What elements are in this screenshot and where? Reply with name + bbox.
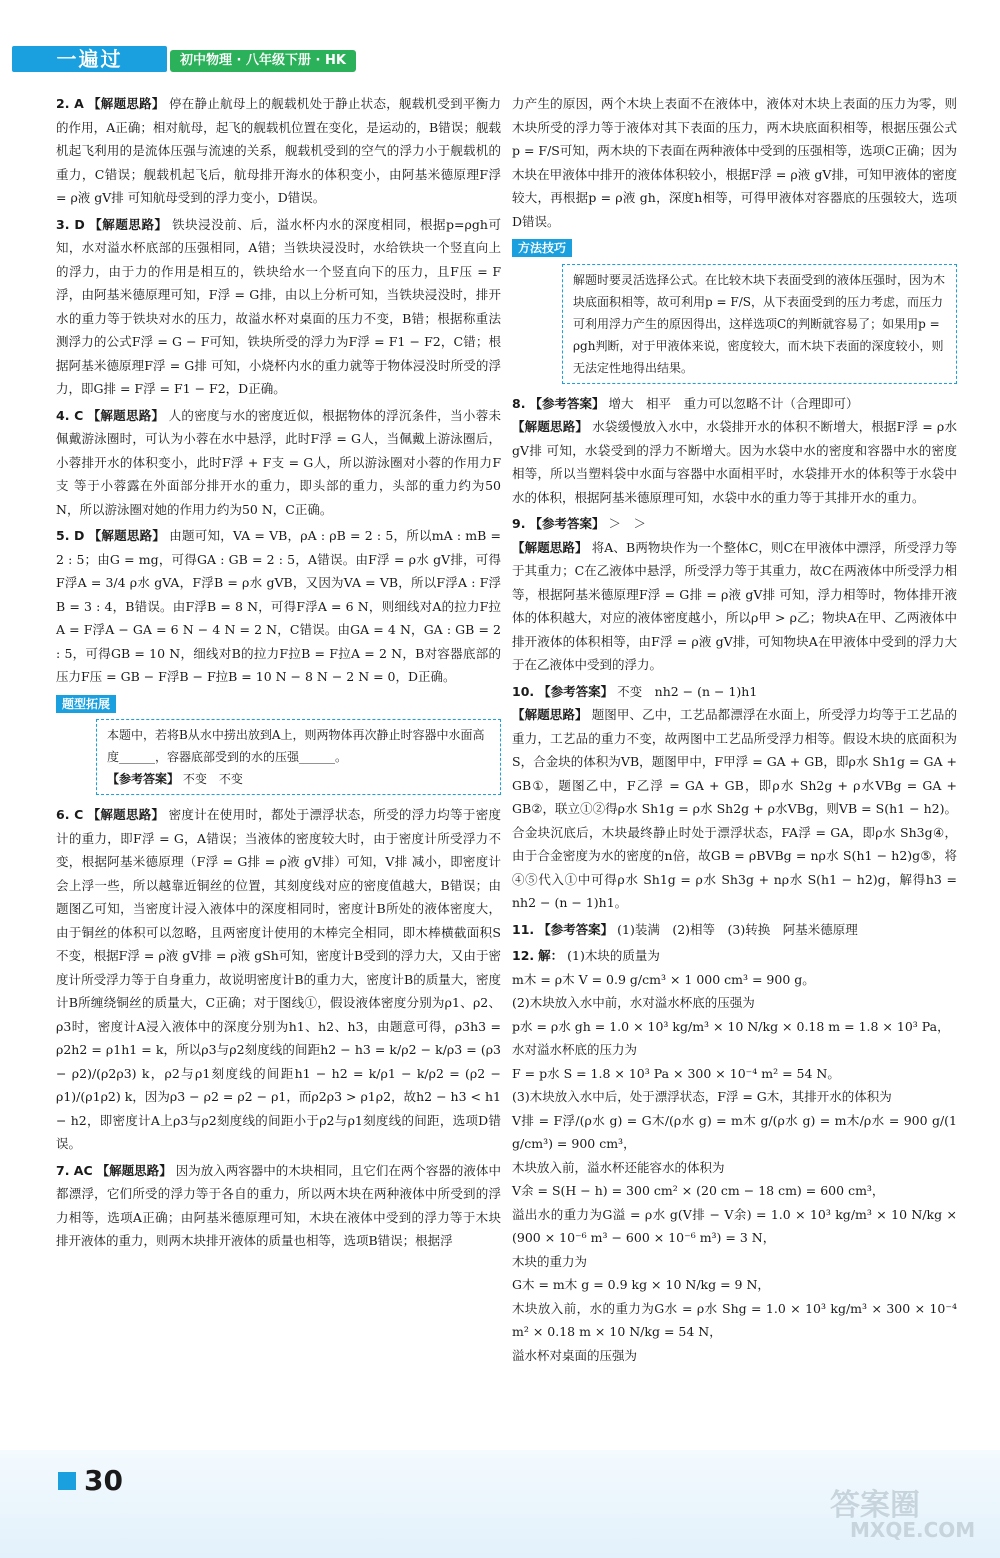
answer-item-10 xyxy=(512,680,957,915)
page-header xyxy=(0,0,1000,90)
item-text: 将A、B两物块作为一个整体C，则C在甲液体中漂浮，所受浮力等于其重力；C在乙液体中悬浮，所受浮力等于其重力，故C在两液体中所受浮力相等，根据阿基米德原理F浮 = G排 = ρ液 gV排 可知，浮力相等时，物体排开液体的体积越大，对应的液体密度越小，所以ρ甲 > ρ乙；物块A在甲、乙两液体中排开液体的体积相等，由F浮 = ρ液 gV排，可知物块A在甲液体中受到的浮力大于在乙液体中受到的浮力。 xyxy=(512,539,957,672)
item-text: 因为放入两容器中的木块相同，且它们在两个容器的液体中都漂浮，它们所受的浮力等于各自的重力，所以两木块在两种液体中所受到的浮力相等，选项A正确；由阿基米德原理可知，木块在液体中受到的浮力等于木块排开液体的重力，则两木块排开液体的质量也相等，选项B错误；根据浮 xyxy=(56,1162,501,1248)
series-tag: 初中物理 · 八年级下册 · HK xyxy=(170,50,356,72)
item-label: 【解题思路】 xyxy=(87,407,165,423)
item-label: 【解题思路】 xyxy=(89,216,168,232)
extension-answer: 不变 不变 xyxy=(182,772,243,786)
answer-item-5 xyxy=(56,524,501,689)
item-text: 题图甲、乙中，工艺品都漂浮在水面上，所受浮力均等于工艺品的重力，工艺品的重力不变，故两图中工艺品所受浮力相等。假设木块的底面积为S，合金块的体积为VB，题图甲中，F甲浮 = GA + GB，即ρ水 Sh1g = GA + GB①，题图乙中，F乙浮 = GA + GB，即ρ水 Sh2g + ρ水VBg = GA + GB②，联立①②得ρ水 Sh1g = ρ水 Sh2g + ρ水VBg，则VB = S(h1 − h2)。合金块沉底后，木块最终静止时处于漂浮状态，FA浮 = GA，即ρ水 Sh3g④，由于合金密度为水的密度的n倍，故GB = ρBVBg = nρ水 S(h1 − h2)g⑤，将④⑤代入①中可得ρ水 Sh1g = ρ水 Sh3g + nρ水 S(h1 − h2)g，解得h3 = nh2 − (n − 1)h1。 xyxy=(512,707,957,910)
item-label: 【解题思路】 xyxy=(96,1162,172,1178)
item-label: 解： xyxy=(538,948,564,963)
item-label-2: 【解题思路】 xyxy=(512,539,588,555)
watermark-top: 答案圈 xyxy=(830,1488,920,1523)
item-number: 5. D xyxy=(56,528,85,543)
item-label: 【解题思路】 xyxy=(87,807,165,822)
answer-item-9 xyxy=(512,512,957,677)
item-text: 水袋缓慢放入水中，水袋排开水的体积不断增大，根据F浮 = ρ水 gV排 可知，水袋受到的浮力不断增大。因为水袋中水的密度和容器中水的密度相等，所以当塑料袋中水面与容器中水面相平时，水袋排开水的体积等于水袋中水的体积，根据阿基米德原理可知，水袋中水的重力等于其排开水的重力。 xyxy=(512,419,957,505)
page-marker-icon xyxy=(58,1472,76,1490)
item-label-2: 【解题思路】 xyxy=(512,419,589,434)
item-text: 人的密度与水的密度近似，根据物体的浮沉条件，当小蓉未佩戴游泳圈时，可认为小蓉在水中悬浮，此时F浮 = G人，当佩戴上游泳圈后，小蓉排开水的体积变小，此时F浮 + F支 = G人，所以游泳圈对小蓉的作用力F支 等于小蓉露在外面部分排开水的重力，即头部的重力，头部的重力约为50 N，所以游泳圈对她的作用力约为50 N，C正确。 xyxy=(56,407,501,517)
method-tip-text: 解题时要灵活选择公式。在比较木块下表面受到的液体压强时，因为木块底面积相等，故可利用p = F/S，从下表面受到的压力考虑，而压力可利用浮力产生的原因得出，这样选项C的判断就容易了；如果用p = ρgh判断，对于甲液体来说，密度较大，而木块下表面的深度较小，则无法定性地得出结果。 xyxy=(573,272,946,375)
brand-logo-text: 一遍过 xyxy=(56,47,123,71)
item-label: 【参考答案】 xyxy=(529,516,605,531)
left-column xyxy=(56,92,501,1256)
item-text: 力产生的原因，两个木块上表面不在液体中，液体对木块上表面的压力为零，则木块所受的浮力等于液体对其下表面的压力，两木块底面积相等，根据压强公式p = F/S可知，两木块的下表面在两种液体中受到的压强相等，选项C正确；因为木块在甲液体中排开的液体体积较小，根据F浮 = ρ液 gV排，可知甲液体的密度较大，再根据p = ρ液 gh，深度h相等，可得甲液体对容器底的压强较大，选项D错误。 xyxy=(512,96,957,229)
method-tip-section xyxy=(512,236,957,384)
item-label-2: 【解题思路】 xyxy=(512,707,588,722)
answer-item-8 xyxy=(512,392,957,510)
method-tip-box xyxy=(562,264,957,384)
item-number: 6. C xyxy=(56,807,84,822)
answer-item-7 xyxy=(56,1159,501,1253)
item-answer: (1)装满 (2)相等 (3)转换 阿基米德原理 xyxy=(617,921,858,937)
item-number: 3. D xyxy=(56,216,85,232)
page-number: 30 xyxy=(84,1464,123,1497)
item-number: 4. C xyxy=(56,407,84,423)
item-text: 停在静止航母上的舰载机处于静止状态，舰载机受到平衡力的作用，A正确；相对航母，起飞的舰载机位置在变化，是运动的，B错误；舰载机起飞利用的是流体压强与流速的关系，舰载机受到的空气的浮力小于舰载机的重力，C错误；舰载机起飞后，航母排开海水的体积变小，由阿基米德原理F浮 = ρ液 gV排 可知航母受到的浮力变小，D错误。 xyxy=(56,96,501,205)
extension-tag: 题型拓展 xyxy=(56,695,116,713)
answer-item-6 xyxy=(56,803,501,1156)
item-label: 【参考答案】 xyxy=(538,921,614,937)
extension-text: 本题中，若将B从水中捞出放到A上，则两物体再次静止时容器中水面高度______，容器底部受到的水的压强______。 xyxy=(107,728,485,764)
watermark-logo xyxy=(830,1480,990,1550)
extension-answer-label: 【参考答案】 xyxy=(107,772,180,786)
item-answer: 增大 相平 重力可以忽略不计（合理即可） xyxy=(608,395,859,411)
item-number: 10. xyxy=(512,683,535,699)
answer-item-12 xyxy=(512,944,957,1367)
item-answer: 不变 nh2 − (n − 1)h1 xyxy=(617,683,758,699)
item-number: 11. xyxy=(512,921,535,937)
page-footer xyxy=(0,1450,1000,1558)
item-text: 密度计在使用时，都处于漂浮状态，所受的浮力均等于密度计的重力，即F浮 = G，A错误；当液体的密度较大时，由于密度计所受浮力不变，根据阿基米德原理（F浮 = G排 = ρ液 gV排）可知，V排 减小，即密度计会上浮一些，所以越靠近铜丝的位置，其刻度线对应的密度值越大，B错误；由题图乙可知，当密度计浸入液体中的深度相同时，密度计B所处的液体密度大，由于铜丝的体积可以忽略，且两密度计使用的木棒完全相同，即木棒横截面积S不变，根据F浮 = ρ液 gV排 = ρ液 gSh可知，密度计B受到的浮力大，又由于密度计所受浮力等于自身重力，故说明密度计B的重力大，密度计B的质量大，密度计B所缠绕铜丝的质量大，C正确；对于图线①，假设液体密度分别为ρ1、ρ2、ρ3时，密度计A浸入液体中的深度分别为h1、h2、h3，由题意可得，ρ3h3 = ρ2h2 = ρ1h1 = k，所以ρ3与ρ2刻度线的间距h2 − h3 = k/ρ2 − k/ρ3 = (ρ3 − ρ2)/(ρ2ρ3) k，ρ2与ρ1刻度线的间距h1 − h2 = k/ρ1 − k/ρ2 = (ρ2 − ρ1)/(ρ1ρ2) k，因为ρ3 − ρ2 = ρ2 − ρ1，而ρ2ρ3 > ρ1ρ2，故h2 − h3 < h1 − h2，即密度计A上ρ3与ρ2刻度线的间距小于ρ2与ρ1刻度线的间距，选项D错误。 xyxy=(56,807,501,1151)
item-number: 12. xyxy=(512,948,535,963)
extension-section xyxy=(56,692,501,796)
item-number: 8. xyxy=(512,395,526,411)
method-tip-tag: 方法技巧 xyxy=(512,239,572,257)
item-number: 7. AC xyxy=(56,1162,93,1178)
answer-item-2 xyxy=(56,92,501,210)
right-column xyxy=(512,92,957,1370)
answer-item-11 xyxy=(512,918,957,942)
item-label: 【解题思路】 xyxy=(88,528,166,543)
brand-logo xyxy=(12,46,167,72)
item-label: 【参考答案】 xyxy=(538,683,614,699)
item-number: 9. xyxy=(512,516,526,531)
answer-item-4 xyxy=(56,404,501,522)
item-answer: ＞ ＞ xyxy=(608,516,646,531)
watermark-bottom: MXQE.COM xyxy=(850,1518,976,1542)
item-label: 【解题思路】 xyxy=(88,96,165,111)
item-text: 铁块浸没前、后，溢水杯内水的深度相同，根据p=ρgh可知，水对溢水杯底部的压强相同，A错；当铁块浸没时，水给铁块一个竖直向上的浮力，由于力的作用是相互的，铁块给水一个竖直向下的压力，且F压 = F浮，由阿基米德原理可知，F浮 = G排，由以上分析可知，当铁块浸没时，排开水的重力等于铁块对水的压力，故溢水杯对桌面的压力不变，B错；根据称重法测浮力的公式F浮 = G − F可知，铁块所受的浮力为F浮 = F1 − F2，C错；根据阿基米德原理F浮 = G排 可知，小烧杯内水的重力就等于物体浸没时所受的浮力，即G排 = F浮 = F1 − F2，D正确。 xyxy=(56,216,501,396)
extension-box xyxy=(96,719,501,795)
item-text: 由题可知，VA = VB，ρA : ρB = 2 : 5，所以mA : mB = 2 : 5；由G = mg，可得GA : GB = 2 : 5，A错误。由F浮 = ρ水 gV排，可得F浮A = 3/4 ρ水 gVA，F浮B = ρ水 gVB，又因为VA = VB，所以F浮A : F浮B = 3 : 4，B错误。由F浮B = 8 N，可得F浮A = 6 N，则细线对A的拉力F拉A = F浮A − GA = 6 N − 4 N = 2 N，C错误。由GA = 4 N，GA : GB = 2 : 5，可得GB = 10 N，细线对B的拉力F拉B = F拉A = 2 N，B对容器底部的压力F压 = GB − F浮B − F拉B = 10 N − 8 N − 2 N = 0，D正确。 xyxy=(56,528,501,684)
item-number: 2. A xyxy=(56,96,84,111)
item-label: 【参考答案】 xyxy=(529,395,605,411)
item-text: (1)木块的质量为 m木 = ρ木 V = 0.9 g/cm³ × 1 000 cm³ = 900 g。 (2)木块放入水中前，水对溢水杯底的压强为 p水 = ρ水 gh = 1.0 × 10³ kg/m³ × 10 N/kg × 0.18 m = 1.8 × 10³ Pa， 水对溢水杯底的压力为 F = p水 S = 1.8 × 10³ Pa × 300 × 10⁻⁴ m² = 54 N。 (3)木块放入水中后，处于漂浮状态，F浮 = G木，其排开水的体积为 V排 = F浮/(ρ水 g) = G木/(ρ水 g) = m木 g/(ρ水 g) = m木/ρ水 = 900 g/(1 g/cm³) = 900 cm³， 木块放入前，溢水杯还能容水的体积为 V余 = S(H − h) = 300 cm² × (20 cm − 18 cm) = 600 cm³， 溢出水的重力为G溢 = ρ水 g(V排 − V余) = 1.0 × 10³ kg/m³ × 10 N/kg × (900 × 10⁻⁶ m³ − 600 × 10⁻⁶ m³) = 3 N， 木块的重力为 G木 = m木 g = 0.9 kg × 10 N/kg = 9 N， 木块放入前，水的重力为G水 = ρ水 Shg = 1.0 × 10³ kg/m³ × 300 × 10⁻⁴ m² × 0.18 m × 10 N/kg = 54 N， 溢水杯对桌面的压强为 xyxy=(512,948,957,1363)
answer-item-3 xyxy=(56,213,501,401)
answer-item-7-continued xyxy=(512,92,957,233)
